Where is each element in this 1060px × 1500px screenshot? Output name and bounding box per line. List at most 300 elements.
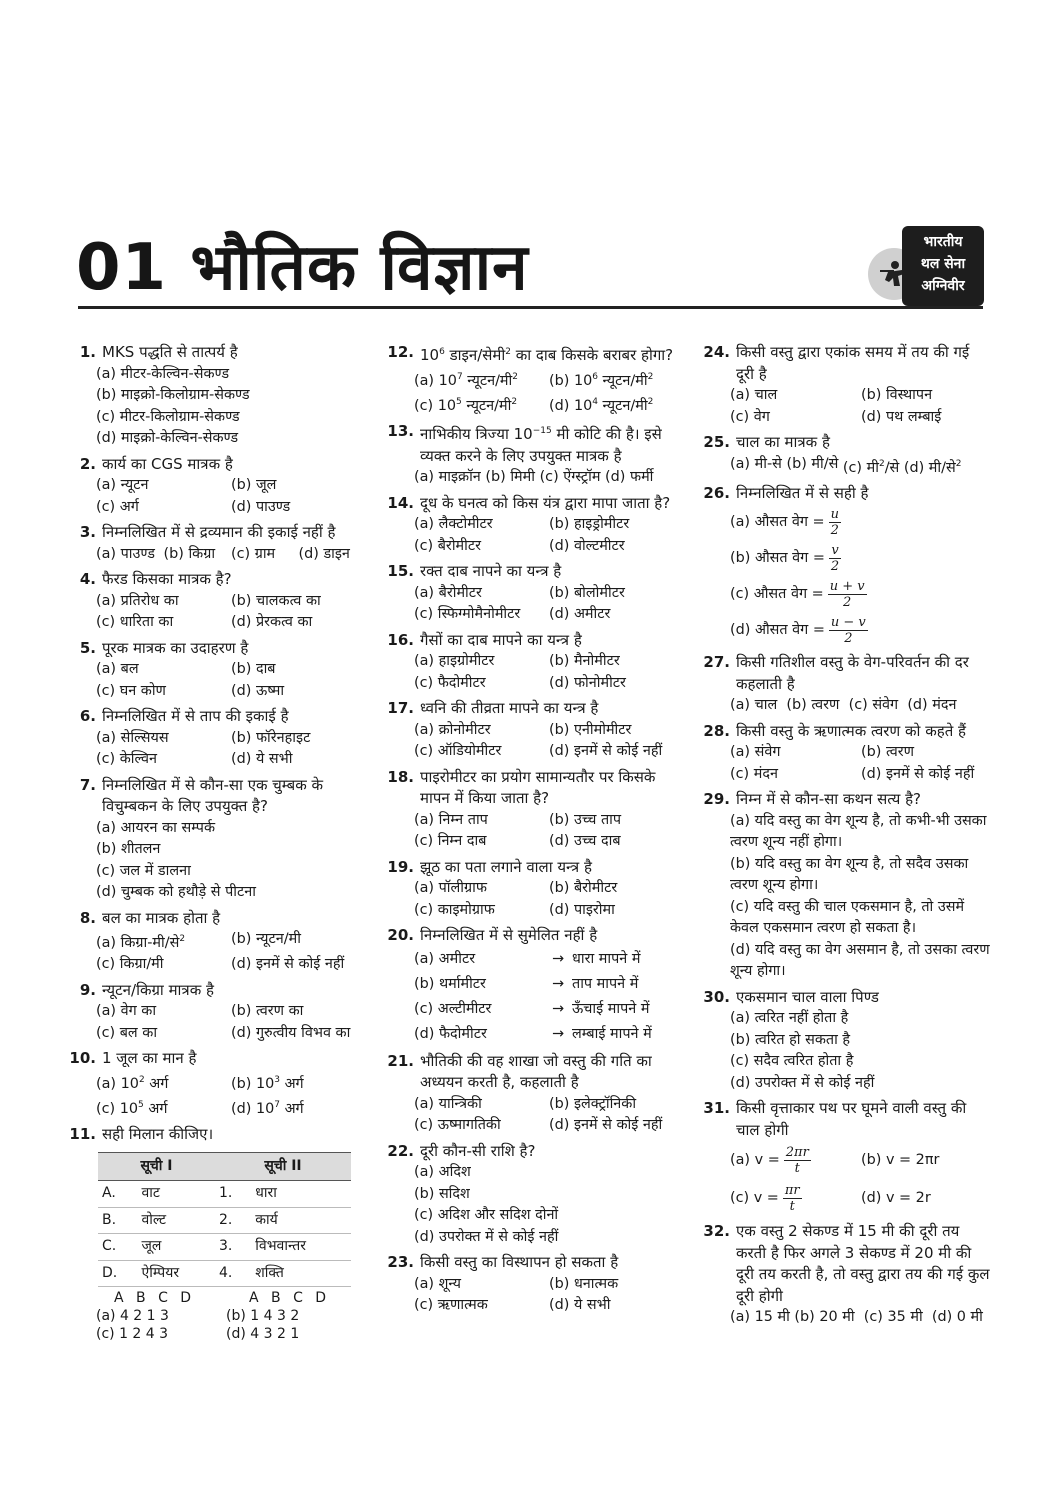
option-a [730,1142,861,1178]
numerator: πr [784,1182,800,1198]
option-b: (b) बोलोमीटर [549,584,625,601]
option-c: (c) बैरोमीटर [414,537,482,554]
numerator: u + v [829,578,865,594]
question-text: पाइरोमीटर का प्रयोग सामान्यतौर पर किसके मापन में किया जाता है? [420,767,656,808]
option-d: (d) पाउण्ड [231,498,291,515]
option-a: (a) यान्त्रिकी [414,1095,482,1112]
option-a [96,1070,231,1095]
option-d: (d) इनमें से कोई नहीं [231,956,345,973]
question-number: 19. [387,857,414,876]
code-option-a: (a) 4 2 1 3 [96,1308,169,1325]
option-a-unit: न्यूटन/मी [462,372,513,389]
question-27 [700,652,992,717]
question-text: पूरक मात्रक का उदाहरण है [102,638,249,657]
option-b: (b) v = 2πr [861,1151,940,1168]
question-text: रक्त दाब नापने का यन्त्र है [420,562,562,581]
match-option-a [414,947,684,972]
option-b [231,1070,366,1095]
question-number: 26. [703,483,730,502]
question-number: 23. [387,1253,414,1272]
option-b: (b) विस्थापन [861,387,933,403]
match-row [98,1181,351,1208]
option-b: (b) मैनोमीटर [549,653,620,670]
match-key: D. [98,1260,137,1287]
question-text: MKS पद्धति से तात्पर्य है [102,343,238,361]
option-b: (b) शीतलन [96,841,161,857]
question-text: ध्वनि की तीव्रता मापने का यन्त्र है [420,699,599,718]
denominator: t [794,1160,800,1176]
question-number: 15. [387,562,414,581]
option-d [549,392,684,417]
option-b: (b) त्वरण [861,744,915,761]
use: लम्बाई मापने में [572,1025,652,1042]
option-c-unit: अर्ग [148,1100,168,1117]
unit-exponent: 2 [511,396,518,407]
option-a: (a) प्रतिरोध का [96,592,179,609]
instrument: (a) अमीटर [414,950,476,967]
match-key: 4. [215,1260,251,1287]
denominator: 2 [844,630,853,646]
option-c: (c) अदिश और सदिश दोनों [414,1207,559,1224]
option-b: (b) एनीमोमीटर [549,721,632,738]
use: ऊँचाई मापने में [572,1000,650,1017]
option-b: (b) उच्च ताप [549,811,622,828]
match-key: C. [98,1234,137,1261]
option-c [96,1095,231,1120]
option-c [730,1180,861,1216]
question-number: 12. [387,343,414,361]
option-c-base: (c) 10 [414,397,457,414]
option-c: (c) मीटर-किलोग्राम-सेकण्ड [96,408,240,425]
option-b: (b) हाइड्रोमीटर [549,516,630,533]
question-8 [66,908,366,976]
option-a [96,929,231,954]
match-item: विभवान्तर [251,1234,351,1261]
instrument: (d) फैदोमीटर [414,1025,487,1042]
option-a: (a) मी-से [730,455,782,472]
match-option-d [414,1022,684,1047]
question-text: निम्नलिखित में से कौन-सा एक चुम्बक के विचुम्बकन के लिए उपयुक्त है? [102,775,324,815]
option-a: (a) चाल [730,387,778,403]
unit-exponent: 2 [512,371,518,382]
question-18 [384,767,684,853]
question-10 [66,1048,366,1120]
match-item: जूल [137,1234,215,1261]
option-a-base: (a) 10 [414,372,457,389]
option-b [730,540,992,576]
question-text: एक वस्तु 2 सेकण्ड में 15 मी की दूरी तय करती है फिर अगले 3 सेकण्ड में 20 मी की दूरी तय करती है, तो वस्तु द्वारा तय की गई कुल दूरी होगी [736,1222,990,1305]
option-c: (c) स्फिग्मोमैनोमीटर [414,606,521,623]
option-c-unit: न्यूटन/मी [461,397,512,414]
match-key: B. [98,1207,137,1234]
page-title: 01 भौतिक विज्ञान [76,231,529,305]
question-text-part: डाइन/सेमी [444,346,506,364]
option-b: (b) चालकत्व का [231,592,321,609]
question-23 [384,1252,684,1317]
option-b: (b) बैरोमीटर [549,880,618,897]
option-c: (c) केल्विन [96,751,157,767]
option-a: (a) आयरन का सम्पर्क [96,819,216,836]
option-d: (d) इनमें से कोई नहीं [549,1117,663,1134]
option-a: (a) निम्न ताप [414,811,488,828]
option-d: (d) अमीटर [549,606,611,623]
match-item: धारा [251,1181,351,1208]
code-option-c: (c) 1 2 4 3 [96,1326,169,1343]
option-c-tail: /से [884,459,900,476]
option-c: (c) यदि वस्तु की चाल एकसमान है, तो उसमें केवल एकसमान त्वरण हो सकता है। [730,898,965,937]
question-number: 1. [79,343,96,361]
option-b: (b) सदिश [414,1185,470,1202]
option-b: (b) धनात्मक [549,1275,619,1292]
option-b-exponent: 3 [274,1074,280,1085]
question-number: 9. [79,980,96,999]
option-a: (a) संवेग [730,744,781,761]
logo-line-2: थल सेना [920,256,966,272]
option-a-unit: अर्ग [149,1075,169,1092]
denominator: 2 [830,558,840,574]
match-key: A. [98,1181,137,1208]
option-a: (a) लैक्टोमीटर [414,516,493,533]
option-b: (b) त्वरण का [231,1003,304,1020]
option-a-text: (a) किग्रा-मी/से [96,934,180,951]
option-d-unit: अर्ग [284,1100,304,1117]
exponent: −15 [532,426,552,437]
option-c-base: (c) 10 [96,1100,139,1117]
instrument: (c) अल्टीमीटर [414,1000,492,1017]
option-label: (a) v = [730,1151,780,1168]
option-label: (c) औसत वेग = [730,585,824,602]
option-c: (c) वेग [730,408,770,425]
option-d [231,1095,366,1120]
question-text: फैरड किसका मात्रक है? [102,570,232,588]
option-d-base: (d) 10 [231,1100,275,1117]
question-16 [384,630,684,695]
question-text: भौतिकी की वह शाखा जो वस्तु की गति का अध्ययन करती है, कहलाती है [420,1051,652,1092]
question-number: 31. [703,1099,730,1118]
option-d-base: (d) 10 [549,397,593,414]
question-text-part: मी कोटि की है। इसे व्यक्त करने के लिए उपयुक्त मात्रक है [420,425,662,465]
option-b: (b) माइक्रो-किलोग्राम-सेकण्ड [96,387,250,403]
numerator: 2πr [785,1144,809,1160]
question-number: 7. [79,775,96,794]
logo-text-box [902,226,984,306]
title-underline [78,306,983,309]
question-text: न्यूटन/किग्रा मात्रक है [102,980,214,999]
question-number: 28. [703,721,730,740]
column-3 [700,342,992,1333]
match-row [98,1207,351,1234]
question-number: 3. [79,523,96,541]
option-c: (c) अर्ग [96,498,139,515]
option-d: (d) डाइन [298,545,350,562]
option-c [414,392,549,417]
option-c-exponent: 2 [878,458,885,469]
option-label: (c) v = [730,1189,779,1206]
question-number: 18. [387,767,414,786]
question-number: 16. [387,630,414,649]
numerator: v [829,543,841,559]
fraction [784,1145,811,1176]
question-text: निम्नलिखित में से सही है [736,483,869,502]
option-a: (a) शून्य [414,1275,461,1292]
option-a: (a) त्वरित नहीं होता है [730,1010,849,1027]
fraction [828,579,867,610]
option-a: (a) बैरोमीटर [414,584,482,601]
question-30 [700,987,992,1095]
option-a [414,367,549,392]
question-number: 13. [387,422,414,441]
option-d-exponent: 2 [955,458,962,469]
option-b: (b) त्वरण [786,697,840,714]
option-a: (a) मीटर-केल्विन-सेकण्ड [96,365,230,382]
match-item: कार्य [251,1207,351,1234]
option-b-unit: अर्ग [284,1075,304,1092]
option-a: (a) माइक्रॉन [414,469,481,486]
question-text: किसी वृत्ताकार पथ पर घूमने वाली वस्तु की चाल होगी [736,1099,967,1139]
option-c: (c) फैदोमीटर [414,674,486,691]
option-d: (d) ऊष्मा [231,682,285,699]
unit-exponent: 2 [647,371,654,382]
unit-exponent: 2 [647,396,654,407]
option-b [549,367,684,392]
question-text: चाल का मात्रक है [736,433,830,451]
question-12 [384,342,684,417]
question-number: 14. [387,493,414,512]
question-text: झूठ का पता लगाने वाला यन्त्र है [420,857,592,876]
question-17 [384,698,684,763]
question-text: निम्नलिखित में से सुमेलित नहीं है [420,926,598,945]
option-a-base: (a) 10 [96,1075,139,1092]
arrow-icon: → [551,1000,565,1017]
question-21 [384,1051,684,1137]
match-col-1-header: सूची I [98,1152,215,1181]
question-1 [66,342,366,450]
question-text: दूरी कौन-सी राशि है? [420,1141,536,1160]
option-c: (c) ऐंग्स्ट्रॉम [539,469,601,486]
match-item: ऐम्पियर [137,1260,215,1287]
question-text: निम्नलिखित में से द्रव्यमान की इकाई नहीं है [102,523,336,541]
option-a-exponent: 2 [138,1074,145,1085]
option-b-base: (b) 10 [549,372,593,389]
option-d: (d) इनमें से कोई नहीं [549,743,663,760]
question-number: 10. [69,1049,96,1068]
numerator: u [830,506,839,522]
question-text: सही मिलान कीजिए। [102,1125,214,1144]
question-text [420,421,684,467]
arrow-icon: → [551,975,565,992]
question-text: दूध के घनत्व को किस यंत्र द्वारा मापा जाता है? [420,493,671,512]
option-d: (d) फर्मी [605,469,654,486]
option-a [730,504,992,540]
option-d: (d) वोल्टमीटर [549,537,625,554]
option-c: (c) धारिता का [96,614,174,630]
option-a: (a) बल [96,661,139,677]
question-text: एकसमान चाल वाला पिण्ड [736,987,879,1006]
question-text: निम्नलिखित में से ताप की इकाई है [102,707,289,725]
question-text: किसी वस्तु के ऋणात्मक त्वरण को कहते हैं [736,721,966,740]
question-28 [700,721,992,786]
logo-line-1: भारतीय [923,234,963,250]
option-d: (d) उच्च दाब [549,833,621,850]
option-d: (d) इनमें से कोई नहीं [861,765,975,782]
option-a: (a) हाइग्रोमीटर [414,653,495,670]
option-a: (a) क्रोनोमीटर [414,721,491,738]
question-text: किसी वस्तु का विस्थापन हो सकता है [420,1253,619,1272]
question-20 [384,925,684,1047]
option-c-exponent: 5 [138,1100,144,1111]
question-22 [384,1141,684,1249]
question-number: 17. [387,699,414,718]
option-c [843,454,899,479]
question-number: 24. [703,343,730,361]
arrow-icon: → [551,1025,565,1042]
option-a: (a) न्यूटन [96,477,149,493]
option-c-text: (c) मी [842,459,879,476]
question-text-part: 10 [420,346,440,364]
match-item: शक्ति [251,1260,351,1287]
option-c: (c) बल का [96,1024,158,1041]
option-d: (d) पथ लम्बाई [861,408,942,425]
option-d [730,612,992,648]
question-number: 27. [703,653,730,672]
instrument: (b) थर्मामीटर [414,975,486,992]
question-number: 32. [703,1222,730,1241]
option-d-exponent: 4 [592,396,598,407]
option-a: (a) पॉलीग्राफ [414,880,487,897]
option-b: (b) यदि वस्तु का वेग शून्य है, तो सदैव उसका त्वरण शून्य होगा। [730,855,969,894]
option-b-exponent: 6 [592,371,598,382]
question-11 [66,1124,366,1343]
option-a-exponent: 7 [456,371,463,382]
option-d: (d) फोनोमीटर [549,674,626,691]
option-b: (b) फॉरेनहाइट [231,729,311,746]
question-29 [700,789,992,983]
question-text: किसी वस्तु द्वारा एकांक समय में तय की गई दूरी है [736,343,970,383]
match-key: 3. [215,1234,251,1261]
option-b: (b) न्यूटन/मी [231,931,301,947]
match-table [98,1152,351,1288]
option-d-unit: न्यूटन/मी [597,397,648,414]
question-number: 20. [387,926,414,945]
match-option-c [414,997,684,1022]
column-2 [384,342,684,1321]
fraction [829,543,841,574]
code-option-d: (d) 4 3 2 1 [226,1326,300,1343]
option-b: (b) इलेक्ट्रॉनिकी [549,1095,637,1112]
question-number: 21. [387,1051,414,1070]
question-31 [700,1098,992,1217]
option-a: (a) वेग का [96,1003,157,1020]
option-c: (c) किग्रा/मी [96,956,164,973]
logo-line-3: अग्निवीर [921,278,965,294]
option-c: (c) ऊष्मागतिकी [414,1117,501,1134]
option-d-text: (d) मी/से [903,459,956,476]
option-c: (c) ऑडियोमीटर [414,743,502,760]
match-row [98,1234,351,1261]
match-row [98,1260,351,1287]
question-7 [66,775,366,904]
denominator: 2 [830,522,839,538]
option-d-exponent: 7 [274,1100,280,1111]
question-text-part: नाभिकीय त्रिज्या 10 [420,425,533,444]
option-c: (c) जल में डालना [96,862,191,879]
fraction [783,1183,802,1214]
option-c [730,576,992,612]
option-d: (d) उपरोक्त में से कोई नहीं [730,1074,875,1091]
option-d: (d) ये सभी [231,751,293,767]
option-a: (a) पाउण्ड [96,545,155,562]
option-b: (b) किग्रा [163,545,216,562]
question-number: 22. [387,1141,414,1160]
option-a: (a) यदि वस्तु का वेग शून्य है, तो कभी-भी उसका त्वरण शून्य नहीं होगा। [730,812,987,851]
agniveer-logo [868,226,984,306]
match-option-b [414,972,684,997]
question-4 [66,569,366,634]
exponent: 6 [439,347,445,357]
question-number: 5. [79,638,96,657]
option-c: (c) मंदन [730,765,778,782]
match-key: 1. [215,1181,251,1208]
code-option-b: (b) 1 4 3 2 [226,1308,300,1325]
question-26 [700,483,992,649]
match-item: वाट [137,1181,215,1208]
option-c: (c) संवेग [848,697,899,714]
question-25 [700,432,992,479]
option-b: (b) मी/से [786,455,839,472]
option-c: (c) काइमोग्राफ [414,901,495,918]
option-a: (a) अदिश [414,1164,471,1181]
question-number: 29. [703,790,730,809]
option-d: (d) गुरुत्वीय विभव का [231,1024,351,1041]
question-6 [66,706,366,771]
option-d: (d) यदि वस्तु का वेग असमान है, तो उसका त्वरण शून्य होगा। [730,941,990,980]
option-c: (c) घन कोण [96,682,166,699]
question-text: बल का मात्रक होता है [102,908,221,927]
option-label: (b) औसत वेग = [730,549,825,566]
option-a: (a) सेल्सियस [96,729,169,746]
question-3 [66,522,366,565]
use: धारा मापने में [572,950,641,967]
option-a-exponent: 2 [179,934,186,944]
arrow-icon: → [551,950,565,967]
option-label: (d) औसत वेग = [730,621,825,638]
option-c: (c) निम्न दाब [414,833,487,850]
question-number: 8. [79,908,96,927]
exponent: 2 [505,347,511,357]
question-text: 1 जूल का मान है [102,1049,197,1068]
fraction [829,507,841,538]
question-number: 4. [79,570,96,588]
option-b: (b) 20 मी [794,1309,855,1326]
question-15 [384,561,684,626]
match-key: 2. [215,1207,251,1234]
question-text [420,342,684,367]
option-c-exponent: 5 [456,396,462,407]
code-header: A B C D [114,1290,196,1307]
question-text: गैसों का दाब मापने का यन्त्र है [420,630,582,649]
option-d: (d) माइक्रो-केल्विन-सेकण्ड [96,430,239,446]
option-label: (a) औसत वेग = [730,513,825,530]
question-19 [384,857,684,922]
question-14 [384,493,684,558]
column-1 [66,342,366,1347]
match-item: वोल्ट [137,1207,215,1234]
question-number: 11. [69,1125,96,1144]
option-b: (b) दाब [231,661,276,677]
option-d: (d) v = 2r [861,1189,931,1206]
match-col-2-header: सूची II [215,1152,351,1181]
option-b: (b) त्वरित हो सकता है [730,1031,851,1048]
